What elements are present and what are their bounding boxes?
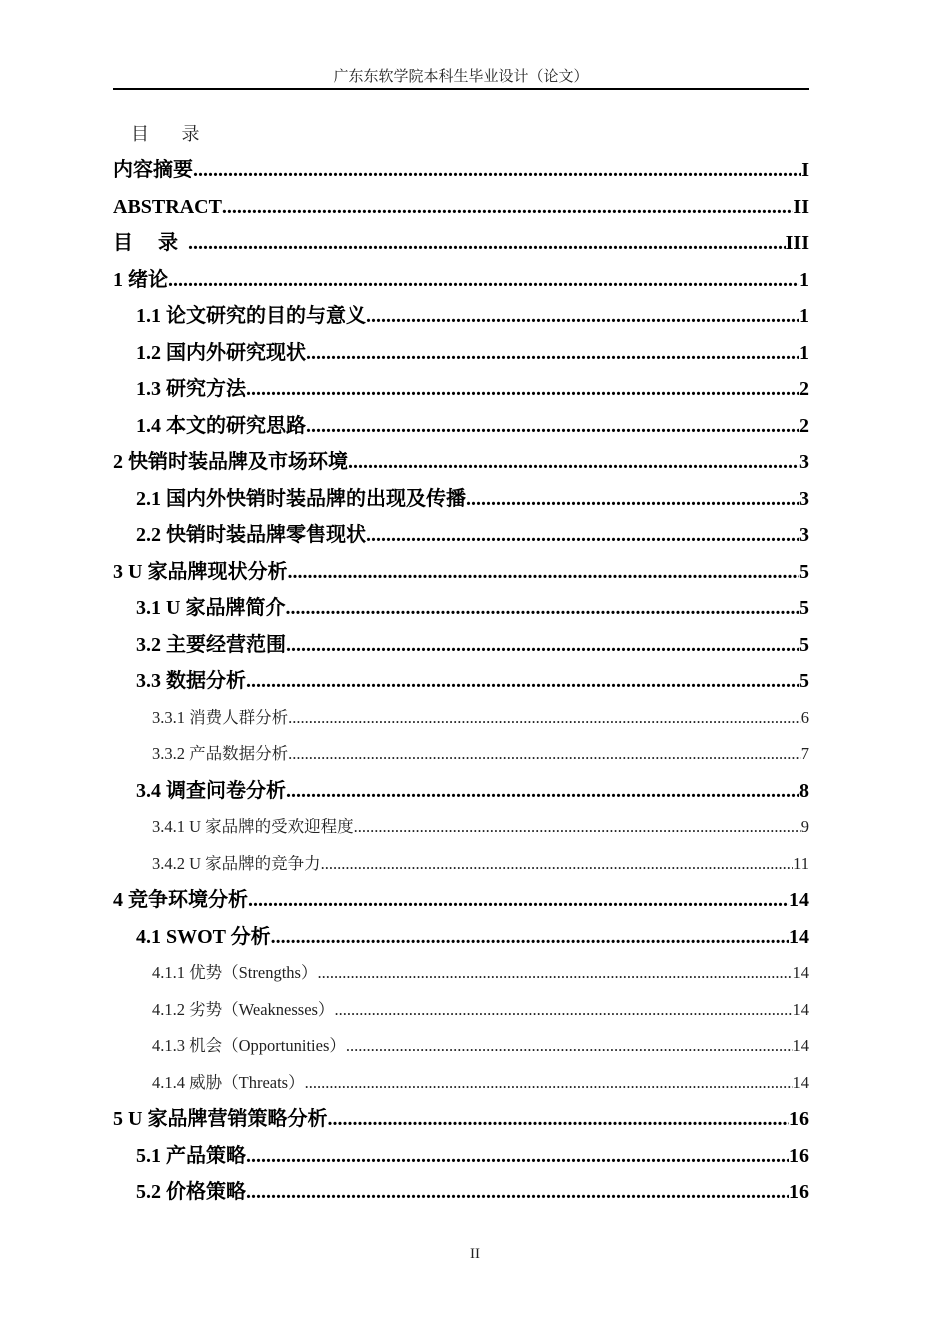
toc-leader-dots <box>286 627 799 664</box>
toc-leader-dots <box>248 882 789 919</box>
toc-entry[interactable] <box>113 955 809 992</box>
toc-entry-page: II <box>793 195 809 218</box>
toc-entry-page: 14 <box>789 889 809 911</box>
toc-leader-dots <box>246 1138 789 1175</box>
toc-entry[interactable] <box>113 992 809 1029</box>
toc-entry[interactable] <box>113 481 809 518</box>
toc-entry[interactable] <box>113 773 809 810</box>
toc-entry-title: 4.1.4 威胁（Threats） <box>152 1072 305 1092</box>
toc-leader-dots <box>287 554 799 591</box>
toc-entry-title: 4.1.1 优势（Strengths） <box>152 963 318 982</box>
toc-entry-title: 5 U 家品牌营销策略分析 <box>113 1108 328 1130</box>
toc-entry-page: 2 <box>799 414 809 437</box>
toc-entry-page: 14 <box>789 925 809 948</box>
toc-leader-dots <box>271 919 789 956</box>
toc-entry-title: 3.3.2 产品数据分析 <box>152 744 289 763</box>
toc-entry[interactable] <box>113 1138 809 1175</box>
toc-entry-page: 1 <box>799 305 809 327</box>
toc-leader-dots <box>306 335 799 372</box>
toc-entry[interactable] <box>113 225 809 262</box>
toc-entry[interactable] <box>113 189 809 226</box>
toc-leader-dots <box>366 517 799 554</box>
toc-entry-page: I <box>801 159 809 181</box>
toc-leader-dots <box>288 700 801 737</box>
toc-leader-dots <box>306 408 799 445</box>
toc-leader-dots <box>168 262 799 299</box>
toc-entry[interactable] <box>113 1101 809 1138</box>
toc-entry[interactable] <box>113 335 809 372</box>
toc-entry-title: 3.3.1 消费人群分析 <box>152 707 289 727</box>
toc-entry[interactable] <box>113 919 809 956</box>
toc-entry-title: 4.1.2 劣势（Weaknesses） <box>152 999 335 1019</box>
toc-entry-page: 11 <box>793 853 809 873</box>
toc-leader-dots <box>222 189 794 226</box>
toc-entry-title: 1.1 论文研究的目的与意义 <box>136 305 366 327</box>
toc-entry-title: 4.1.3 机会（Opportunities） <box>152 1036 346 1055</box>
toc-leader-dots <box>246 1174 789 1211</box>
toc-leader-dots <box>327 1101 789 1138</box>
toc-entry[interactable] <box>113 590 809 627</box>
page-header: 广东东软学院本科生毕业设计（论文） <box>113 66 809 90</box>
toc-entry[interactable] <box>113 554 809 591</box>
toc-entry-page: 1 <box>799 268 809 291</box>
toc-entry-title: 1 绪论 <box>113 268 168 291</box>
toc-entry-title: 4 竞争环境分析 <box>113 889 248 911</box>
toc-entry-page: 5 <box>799 670 809 692</box>
toc-entry-title: 5.2 价格策略 <box>136 1181 246 1203</box>
toc-entry-page: 16 <box>789 1108 809 1130</box>
toc-entry-page: 14 <box>792 999 809 1019</box>
toc-entry-title: 1.2 国内外研究现状 <box>136 341 306 364</box>
toc-entry-title: 3.4.1 U 家品牌的受欢迎程度 <box>152 817 354 836</box>
toc-entry[interactable] <box>113 882 809 919</box>
toc-entry-page: 16 <box>789 1144 809 1167</box>
toc-entry-page: 5 <box>799 597 809 619</box>
toc-entry[interactable] <box>113 700 809 737</box>
toc-entry[interactable] <box>113 846 809 883</box>
toc-leader-dots <box>188 225 786 262</box>
toc-entry-title: ABSTRACT <box>113 195 222 218</box>
toc-entry-title: 内容摘要 <box>113 159 193 181</box>
toc-entry-title: 1.4 本文的研究思路 <box>136 414 306 437</box>
toc-leader-dots <box>246 663 799 700</box>
toc-entry-title: 4.1 SWOT 分析 <box>136 925 271 948</box>
toc-leader-dots <box>366 298 799 335</box>
toc-entry-page: 5 <box>799 633 809 656</box>
toc-entry[interactable] <box>113 152 809 189</box>
toc-entry-page: 3 <box>799 451 809 473</box>
toc-entry[interactable] <box>113 1028 809 1065</box>
toc-entry-page: 8 <box>799 779 809 802</box>
toc-leader-dots <box>246 371 799 408</box>
toc-entry[interactable] <box>113 809 809 846</box>
toc-leader-dots <box>193 152 801 189</box>
toc-entry-page: 14 <box>792 963 809 982</box>
toc-entry-title: 3.3 数据分析 <box>136 670 246 692</box>
toc-entry-title: 3 U 家品牌现状分析 <box>113 560 288 583</box>
toc-leader-dots <box>288 736 801 773</box>
toc-entry-page: 2 <box>799 378 809 400</box>
toc-entry[interactable] <box>113 444 809 481</box>
toc-leader-dots <box>346 1028 793 1065</box>
toc-leader-dots <box>286 773 799 810</box>
toc-entry-page: 14 <box>792 1036 809 1055</box>
toc-entry-title: 3.4.2 U 家品牌的竞争力 <box>152 853 321 873</box>
toc-entry[interactable] <box>113 517 809 554</box>
toc-leader-dots <box>317 955 792 992</box>
toc-entry-page: 16 <box>789 1181 809 1203</box>
toc-entry[interactable] <box>113 663 809 700</box>
toc-leader-dots <box>285 590 799 627</box>
toc-entry-page: III <box>785 232 809 254</box>
toc-leader-dots <box>321 846 793 883</box>
toc-label: 目 录 <box>131 124 214 144</box>
toc-entry-title: 3.1 U 家品牌简介 <box>136 597 286 619</box>
toc-leader-dots <box>334 992 792 1029</box>
toc-entry-title: 2.1 国内外快销时装品牌的出现及传播 <box>136 487 466 510</box>
toc-entry-title: 2.2 快销时装品牌零售现状 <box>136 524 366 546</box>
toc-entry-page: 3 <box>799 487 809 510</box>
toc-entry-page: 14 <box>792 1072 809 1092</box>
toc-entry-page: 7 <box>800 744 809 763</box>
toc-entry[interactable] <box>113 1065 809 1102</box>
toc-entry-page: 1 <box>799 341 809 364</box>
toc-leader-dots <box>348 444 799 481</box>
toc-entry-title: 3.4 调查问卷分析 <box>136 779 286 802</box>
toc-entry-page: 3 <box>799 524 809 546</box>
toc-entry[interactable] <box>113 1174 809 1211</box>
toc-entry[interactable] <box>113 298 809 335</box>
table-of-contents <box>113 152 809 1211</box>
toc-entry-title: 3.2 主要经营范围 <box>136 633 286 656</box>
toc-entry[interactable] <box>113 627 809 664</box>
toc-entry[interactable] <box>113 408 809 445</box>
toc-entry[interactable] <box>113 736 809 773</box>
toc-entry-page: 9 <box>800 817 809 836</box>
toc-entry-title: 5.1 产品策略 <box>136 1144 246 1167</box>
toc-entry-title: 2 快销时装品牌及市场环境 <box>113 451 348 473</box>
toc-entry[interactable] <box>113 371 809 408</box>
toc-leader-dots <box>466 481 799 518</box>
toc-entry-page: 5 <box>799 560 809 583</box>
toc-entry[interactable] <box>113 262 809 299</box>
toc-leader-dots <box>305 1065 793 1102</box>
page-number: II <box>470 1246 480 1262</box>
toc-entry-title: 目 录 <box>113 232 188 254</box>
toc-entry-page: 6 <box>800 707 809 727</box>
toc-leader-dots <box>354 809 801 846</box>
toc-entry-title: 1.3 研究方法 <box>136 378 246 400</box>
